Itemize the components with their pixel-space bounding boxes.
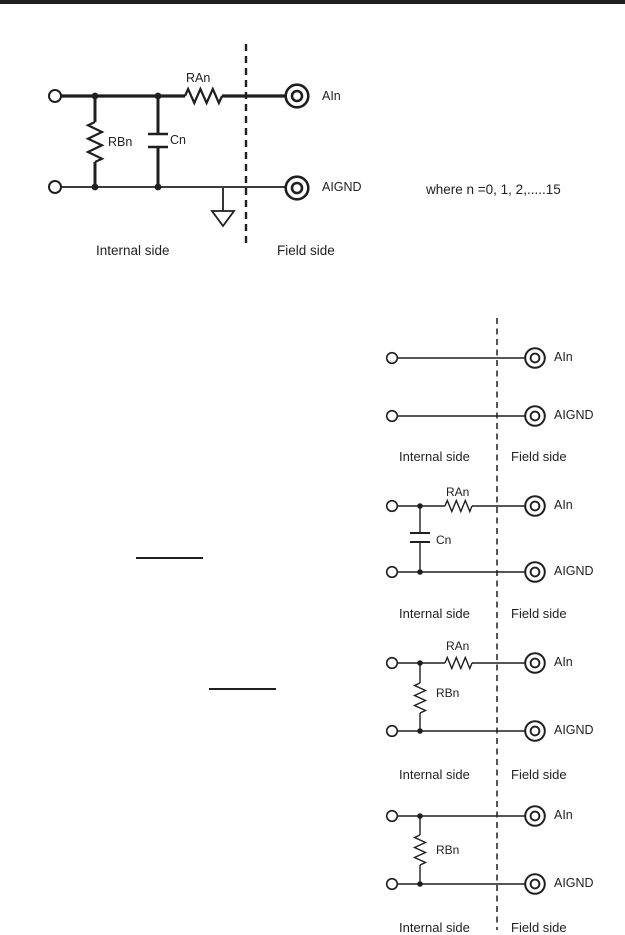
junction-dot (92, 184, 99, 191)
resistor-rbn-symbol (88, 122, 102, 162)
index-note: where n =0, 1, 2,.....15 (426, 182, 561, 197)
capacitor-cn-label: Cn (170, 133, 186, 147)
connector-ain-icon (525, 806, 545, 826)
terminal-ain-label: AIn (554, 808, 573, 822)
variant-diagram-3 (387, 653, 545, 741)
input-terminal-top-icon (387, 501, 398, 512)
internal-side-label: Internal side (96, 243, 170, 258)
resistor-rbn-label: RBn (436, 686, 460, 700)
internal-side-label: Internal side (399, 767, 470, 782)
resistor-ran-label: RAn (186, 71, 211, 85)
connector-aignd-icon (525, 562, 545, 582)
internal-side-label: Internal side (399, 449, 470, 464)
input-terminal-top-icon (387, 658, 398, 669)
terminal-ain-label: AIn (554, 350, 573, 364)
terminal-aignd-label: AIGND (554, 564, 594, 578)
field-side-label: Field side (511, 606, 567, 621)
variant-diagram-2 (387, 496, 545, 582)
junction-dot (417, 728, 423, 734)
field-side-label: Field side (511, 449, 567, 464)
junction-dot (92, 93, 99, 100)
resistor-ran-symbol (185, 89, 222, 103)
junction-dot (417, 881, 423, 887)
connector-aignd-icon (525, 406, 545, 426)
connector-ain-icon (525, 653, 545, 673)
input-terminal-bottom-icon (387, 726, 398, 737)
connector-ain-icon (286, 85, 309, 108)
junction-dot (417, 503, 423, 509)
field-side-label: Field side (511, 767, 567, 782)
input-terminal-top-icon (387, 811, 398, 822)
terminal-aignd-label: AIGND (554, 876, 594, 890)
input-terminal-bottom-icon (49, 181, 61, 193)
input-terminal-bottom-icon (387, 567, 398, 578)
junction-dot (417, 660, 423, 666)
internal-side-label: Internal side (399, 606, 470, 621)
terminal-ain-label: AIn (322, 89, 341, 103)
resistor-ran-symbol (445, 658, 472, 669)
junction-dot (155, 184, 162, 191)
resistor-rbn-symbol (415, 835, 426, 865)
input-terminal-bottom-icon (387, 411, 398, 422)
field-side-label: Field side (511, 920, 567, 935)
input-terminal-bottom-icon (387, 879, 398, 890)
terminal-ain-label: AIn (554, 498, 573, 512)
resistor-rbn-symbol (415, 683, 426, 713)
connector-aignd-icon (525, 874, 545, 894)
field-side-label: Field side (277, 243, 335, 258)
ground-icon (212, 211, 234, 226)
junction-dot (417, 813, 423, 819)
junction-dot (417, 569, 423, 575)
variant-diagram-4 (387, 806, 545, 894)
junction-dot (155, 93, 162, 100)
terminal-aignd-label: AIGND (554, 723, 594, 737)
input-terminal-top-icon (49, 90, 61, 102)
input-terminal-top-icon (387, 353, 398, 364)
terminal-aignd-label: AIGND (554, 408, 594, 422)
connector-ain-icon (525, 496, 545, 516)
resistor-ran-label: RAn (446, 639, 470, 653)
variant-diagram-1 (387, 348, 545, 426)
internal-side-label: Internal side (399, 920, 470, 935)
connector-aignd-icon (525, 721, 545, 741)
resistor-ran-symbol (445, 501, 472, 512)
connector-ain-icon (525, 348, 545, 368)
resistor-rbn-label: RBn (436, 843, 460, 857)
terminal-ain-label: AIn (554, 655, 573, 669)
capacitor-cn-label: Cn (436, 533, 452, 547)
connector-aignd-icon (286, 177, 309, 200)
resistor-rbn-label: RBn (108, 135, 133, 149)
terminal-aignd-label: AIGND (322, 180, 362, 194)
resistor-ran-label: RAn (446, 485, 470, 499)
